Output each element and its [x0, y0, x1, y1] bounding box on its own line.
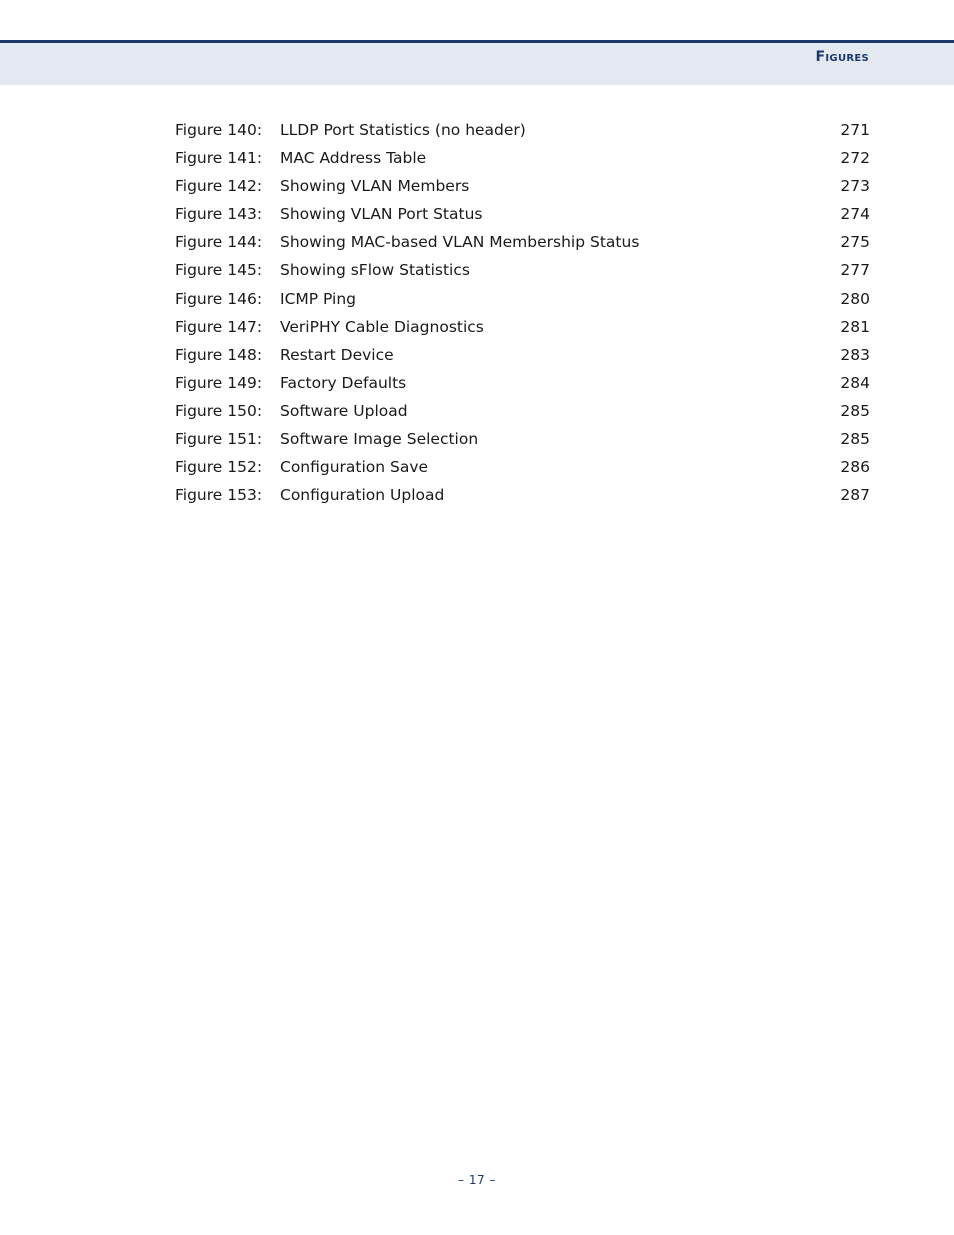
figure-number: Figure 145: — [175, 261, 263, 280]
toc-entry[interactable] — [175, 147, 870, 175]
figure-list — [175, 119, 870, 512]
toc-entry[interactable] — [175, 203, 870, 231]
page-number: 273 — [840, 177, 870, 196]
toc-entry[interactable] — [175, 259, 870, 287]
page-number: 284 — [840, 373, 870, 392]
figure-number: Figure 152: — [175, 458, 263, 477]
figure-number: Figure 151: — [175, 430, 263, 449]
toc-entry[interactable] — [175, 484, 870, 512]
figure-number: Figure 141: — [175, 149, 263, 168]
page-number: 285 — [840, 401, 870, 420]
figure-title: ICMP Ping — [280, 289, 357, 308]
page-number: 277 — [840, 261, 870, 280]
page-number: 283 — [840, 345, 870, 364]
figure-title: MAC Address Table — [280, 149, 427, 168]
page-number: 287 — [840, 486, 870, 505]
page-number: 271 — [840, 121, 870, 139]
toc-entry[interactable] — [175, 456, 870, 484]
figure-number: Figure 147: — [175, 317, 263, 336]
page-number: 275 — [840, 233, 870, 252]
figure-title: Software Upload — [280, 401, 408, 420]
figure-number: Figure 146: — [175, 289, 263, 308]
running-header — [0, 40, 954, 85]
figure-title: Showing VLAN Members — [280, 177, 470, 196]
figure-title: Showing VLAN Port Status — [280, 205, 483, 224]
section-title: Figures — [815, 49, 869, 65]
toc-entry[interactable] — [175, 288, 870, 316]
toc-entry[interactable] — [175, 400, 870, 428]
figure-title: Showing sFlow Statistics — [280, 261, 470, 280]
figure-title: Restart Device — [280, 345, 394, 364]
toc-entry[interactable] — [175, 231, 870, 259]
figure-title: VeriPHY Cable Diagnostics — [280, 317, 484, 336]
figure-title: LLDP Port Statistics (no header) — [280, 121, 526, 139]
figure-number: Figure 143: — [175, 205, 263, 224]
figure-number: Figure 153: — [175, 486, 263, 505]
figure-number: Figure 142: — [175, 177, 263, 196]
toc-entry[interactable] — [175, 175, 870, 203]
figure-title: Configuration Save — [280, 458, 429, 477]
figure-title: Factory Defaults — [280, 373, 407, 392]
page-number: 281 — [840, 317, 870, 336]
toc-entry[interactable] — [175, 316, 870, 344]
toc-entry[interactable] — [175, 372, 870, 400]
toc-entry[interactable] — [175, 119, 870, 147]
figure-title: Showing MAC-based VLAN Membership Status — [280, 233, 640, 252]
figure-number: Figure 140: — [175, 121, 263, 139]
figure-number: Figure 144: — [175, 233, 263, 252]
toc-entry[interactable] — [175, 428, 870, 456]
page-number: 272 — [840, 149, 870, 168]
figure-number: Figure 149: — [175, 373, 263, 392]
page-footer-number: – 17 – — [458, 1173, 496, 1187]
figure-title: Software Image Selection — [280, 430, 479, 449]
figure-number: Figure 148: — [175, 345, 263, 364]
page-number: 285 — [840, 430, 870, 449]
figure-title: Configuration Upload — [280, 486, 445, 505]
page-number: 280 — [840, 289, 870, 308]
toc-entry[interactable] — [175, 344, 870, 372]
figure-number: Figure 150: — [175, 401, 263, 420]
page-number: 274 — [840, 205, 870, 224]
page-number: 286 — [840, 458, 870, 477]
